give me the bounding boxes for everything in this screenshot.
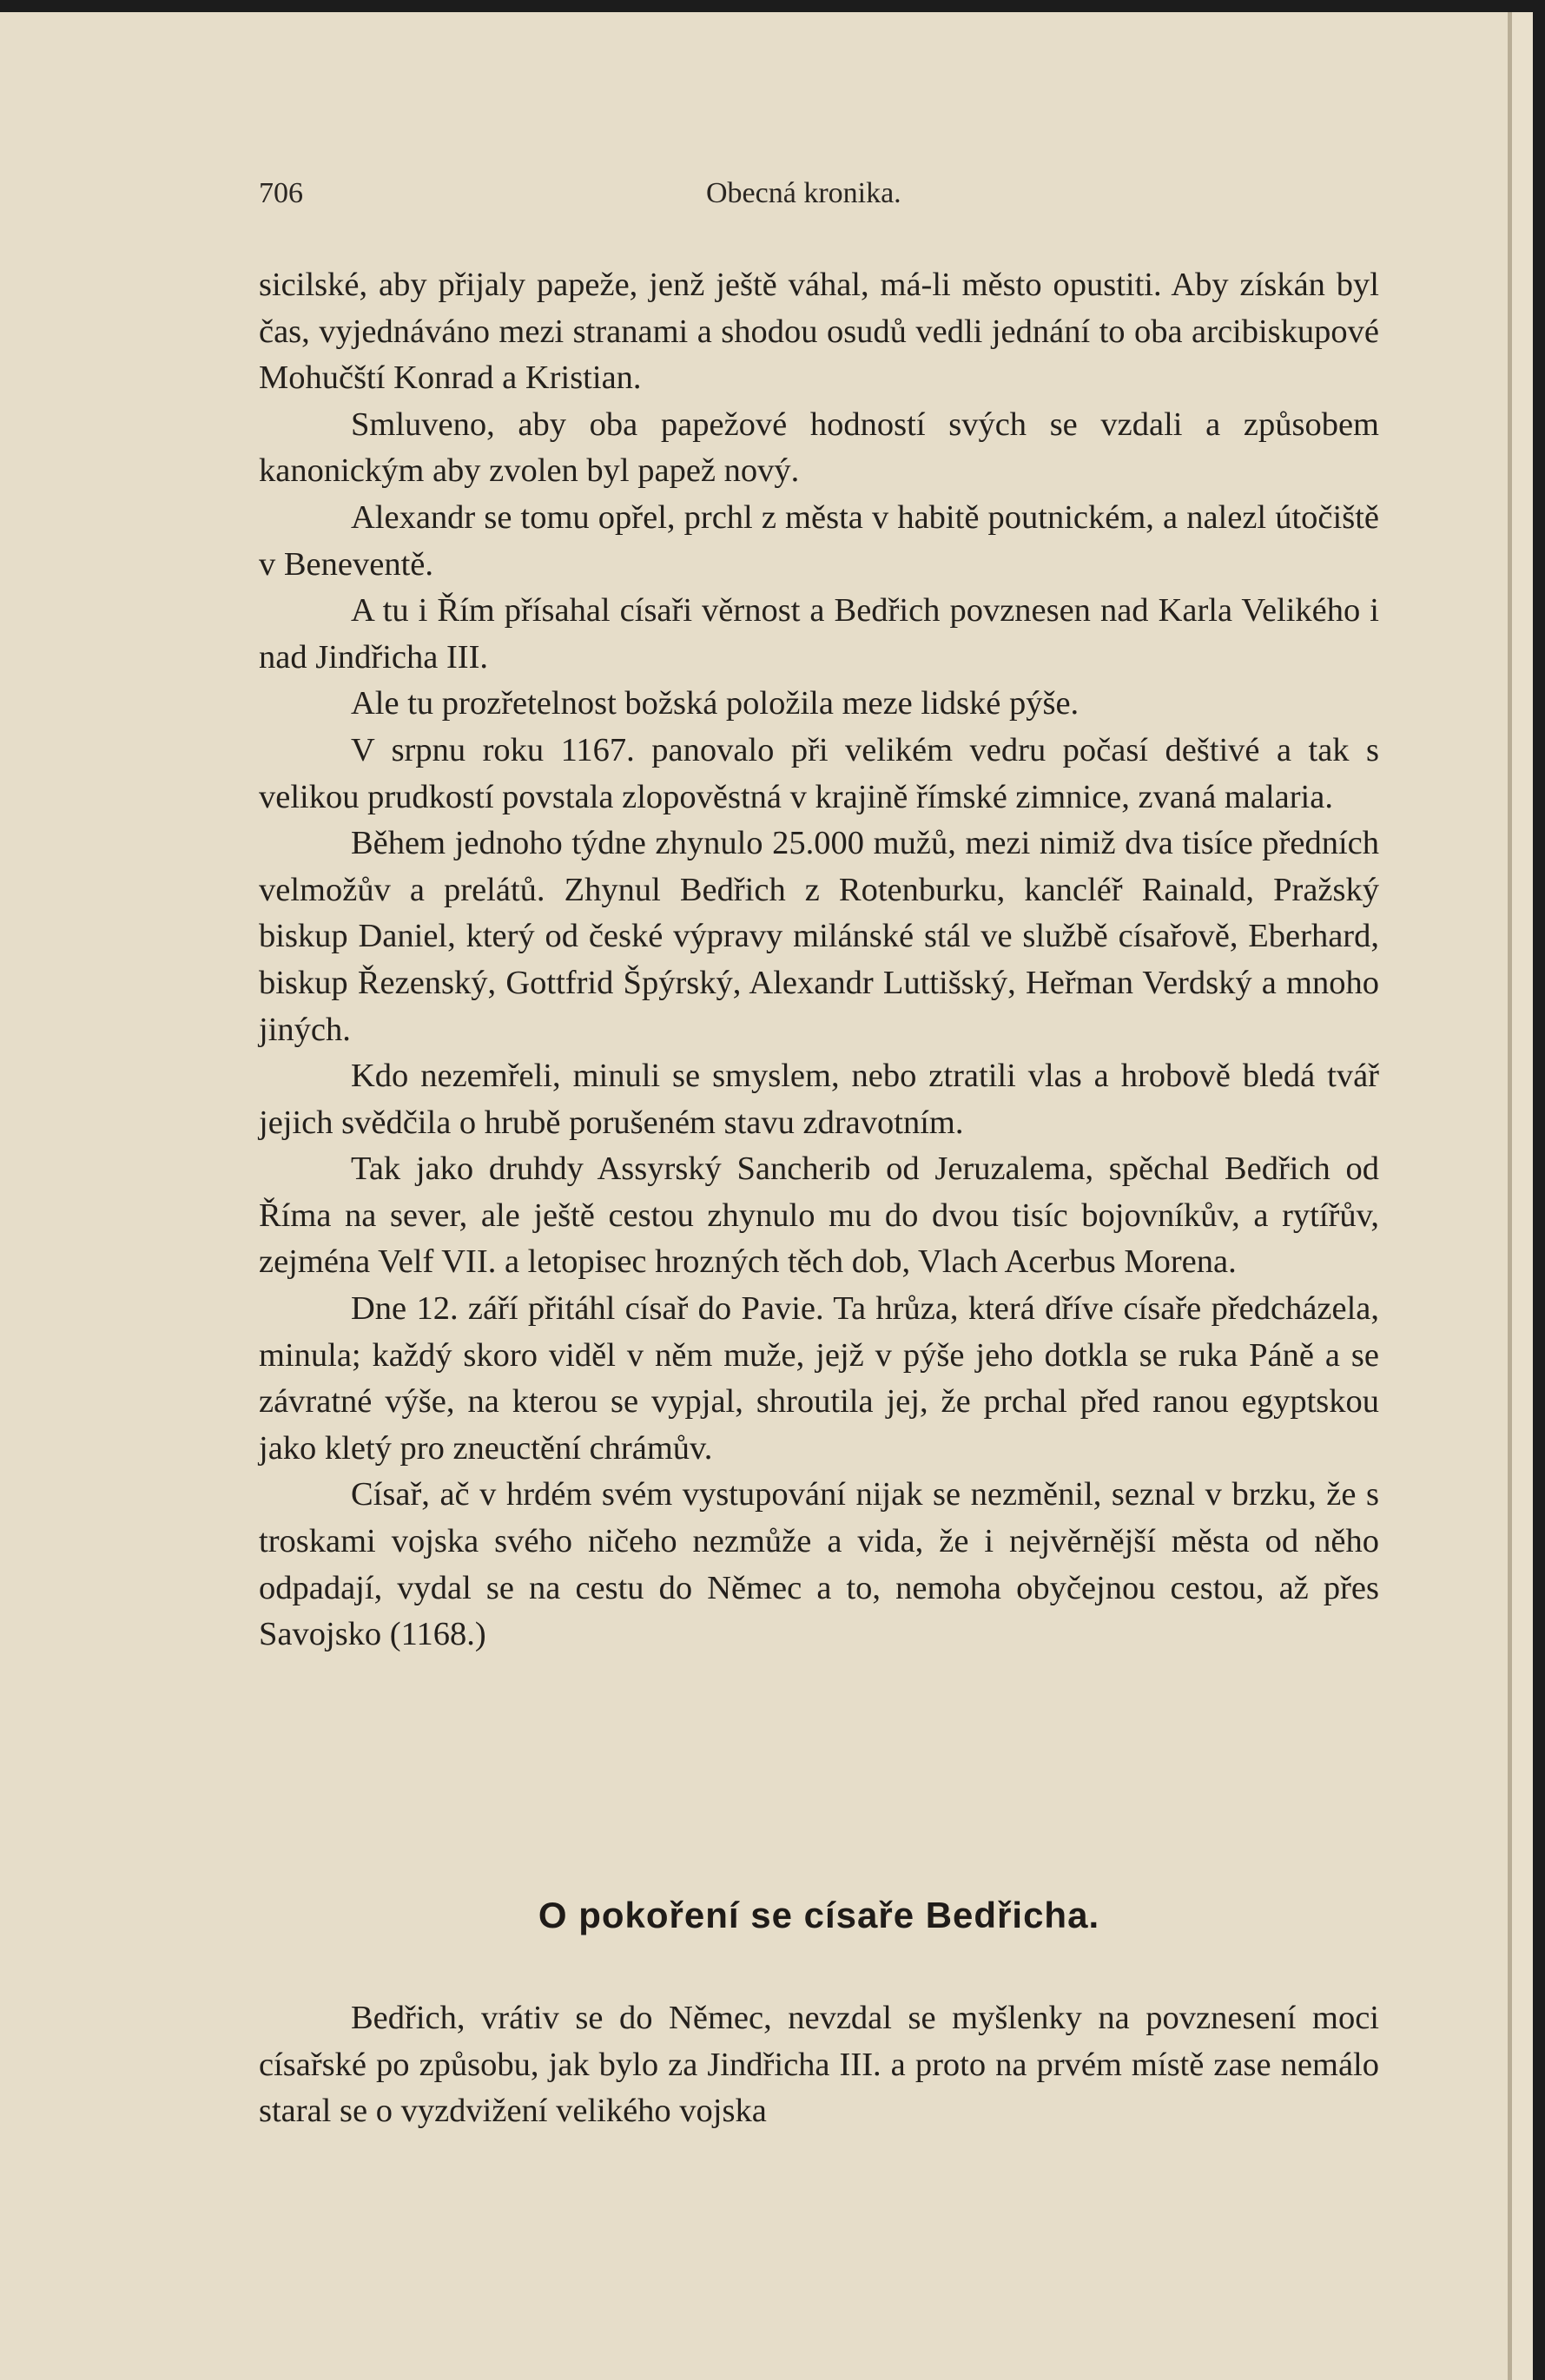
paragraph: A tu i Řím přísahal císaři věrnost a Bedřich povznesen nad Karla Velikého i nad Jindřicha III.	[259, 592, 1379, 676]
paragraph: Během jednoho týdne zhynulo 25.000 mužů, mezi nimiž dva tisíce předních velmožův a prelátů. Zhynul Bedřich z Rotenburku, kancléř Rainald, Pražský biskup Daniel, který od české výpravy milánské stál ve službě císařově, Eberhard, biskup Řezenský, Gottfrid Špýrský, Alexandr Luttišský, Heřman Verdský a mnoho jiných.	[259, 825, 1379, 1048]
paragraph: Dne 12. září přitáhl císař do Pavie. Ta hrůza, která dříve císaře předcházela, minula; každý skoro viděl v něm muže, jejž v pýše jeho dotkla se ruka Páně a se závratné výše, na kterou se vypjal, shroutila jej, že prchal před ranou egyptskou jako kletý pro zneuctění chrámův.	[259, 1290, 1379, 1467]
paragraph: sicilské, aby přijaly papeže, jenž ještě váhal, má-li město opustiti. Aby získán byl čas, vyjednáváno mezi stranami a shodou osudů vedli jednání to oba arcibiskupové Mohučští Konrad a Kristian.	[259, 267, 1379, 397]
paragraph: Smluveno, aby oba papežové hodností svých se vzdali a způsobem kanonickým aby zvolen byl papež nový.	[259, 405, 1379, 490]
paragraph: Ale tu prozřetelnost božská položila meze lidské pýše.	[351, 685, 1080, 722]
next-page-edge	[1512, 12, 1533, 2380]
page-number: 706	[259, 177, 303, 209]
paragraph: Alexandr se tomu opřel, prchl z města v habitě poutnickém, a nalezl útočiště v Beneventě.	[259, 498, 1379, 583]
section-heading: O pokoření se císaře Bedřicha.	[538, 1895, 1100, 1935]
running-title: Obecná kronika.	[706, 177, 901, 209]
main-text	[259, 262, 1379, 1658]
paragraph: Bedřich, vrátiv se do Němec, nevzdal se myšlenky na povznesení moci císařské po způsobu, jak bylo za Jindřicha III. a proto na prvém místě zase nemálo staral se o vyzdvižení velikého vojska	[259, 2000, 1379, 2130]
paragraph: Tak jako druhdy Assyrský Sancherib od Jeruzalema, spěchal Bedřich od Říma na sever, ale ještě cestou zhynulo mu do dvou tisíc bojovníkův, a rytířův, zejména Velf VII. a letopisec hrozných těch dob, Vlach Acerbus Morena.	[259, 1150, 1379, 1281]
running-head	[259, 177, 1379, 221]
paragraph: V srpnu roku 1167. panovalo při velikém vedru počasí deštivé a tak s velikou prudkostí povstala zlopověstná v krajině římské zimnice, zvaná malaria.	[259, 731, 1379, 815]
section-text	[259, 1995, 1379, 2135]
paragraph: Císař, ač v hrdém svém vystupování nijak se nezměnil, seznal v brzku, že s troskami vojska svého ničeho nezmůže a vida, že i nejvěrnější města od něho odpadají, vydal se na cestu do Němec a to, nemoha obyčejnou cestou, až přes Savojsko (1168.)	[259, 1476, 1379, 1653]
paragraph: Kdo nezemřeli, minuli se smyslem, nebo ztratili vlas a hrobově bledá tvář jejich svědčila o hrubě porušeném stavu zdravotním.	[259, 1058, 1379, 1141]
